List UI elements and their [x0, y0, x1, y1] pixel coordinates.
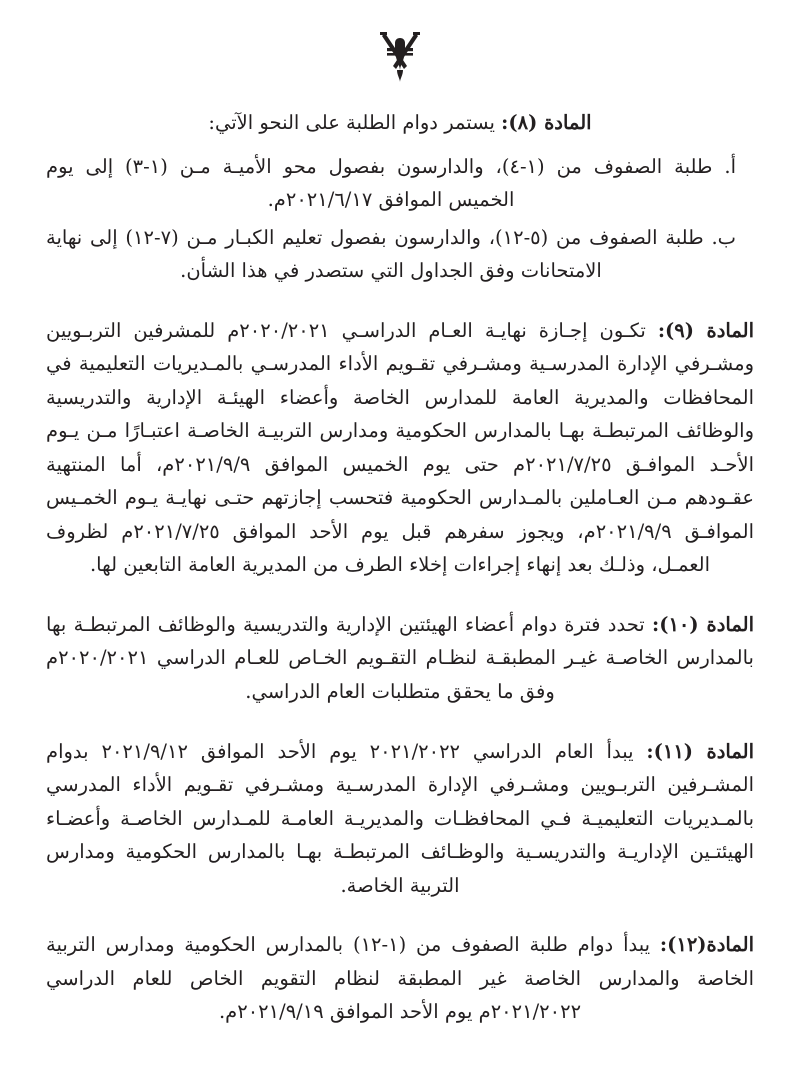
article-block-10: [46, 608, 754, 709]
article-8-sub-item-b: ب. طلبة الصفوف من (٥-١٢)، والدارسون بفصول تعليم الكبـار مـن (٧-١٢) إلى نهاية الامتحانات وفق الجداول التي ستصدر في هذا الشأن.: [46, 225, 736, 283]
article-10-paragraph: [46, 608, 754, 709]
article-10-label: المادة (١٠):: [652, 612, 754, 636]
article-block-9: [46, 314, 754, 582]
emblem-container: [46, 18, 754, 92]
article-9-text: تكـون إجـازة نهايـة العـام الدراسـي ٢٠٢٠/٢٠٢١م للمشرفين التربـويين ومشـرفي الإدارة المدرسـية ومشـرفي تقـويم الأداء المدرسـي بالمـديريات التعليمية في المحافظات والمديرية العامة للمدارس الخاصة وأعضاء الهيئـة الإدارية والتدريسية والوظائف المرتبطـة بهـا بالمدارس الحكومية ومدارس التربيـة الخاصـة اعتبـارًا مـن يـوم الأحـد الموافـق ٢٠٢١/٧/٢٥م حتى يوم الخميس الموافق ٢٠٢١/٩/٩م، أما المنتهية عقـودهم مـن العـاملين بالمـدارس الحكومية فتحسب إجازتهم حتـى نهايـة يـوم الخمـيس الموافـق ٢٠٢١/٩/٩م، ويجوز سفرهم قبل يوم الأحد الموافق ٢٠٢١/٧/٢٥م لظروف العمـل، وذلـك بعد إنهاء إجراءات إخلاء الطرف من المديرية العامة التابعين لها.: [46, 318, 755, 577]
article-9-paragraph: [46, 314, 754, 582]
article-10-text: تحدد فترة دوام أعضاء الهيئتين الإدارية والتدريسية والوظائف المرتبطـة بها بالمدارس الخاصـة غيـر المطبقـة لنظـام التقـويم الخـاص للعـام الدراسي ٢٠٢٠/٢٠٢١م وفق ما يحقق متطلبات العام الدراسي.: [46, 612, 754, 703]
article-12-label: المادة(١٢):: [659, 933, 754, 957]
article-block-11: [46, 735, 754, 903]
article-11-paragraph: [46, 735, 754, 903]
article-11-label: المادة (١١):: [646, 739, 754, 763]
oman-national-emblem-icon: [377, 26, 423, 84]
article-block-8: [46, 106, 754, 288]
article-8-paragraph: [46, 106, 754, 140]
article-8-sub-list: [46, 150, 754, 288]
article-11-text: يبدأ العام الدراسي ٢٠٢١/٢٠٢٢ يوم الأحد الموافق ٢٠٢١/٩/١٢ بدوام المشـرفين التربـويين ومشـرفي الإدارة المدرسـية ومشـرفي تقـويم الأداء المدرسي بالمـديريات التعليميـة فـي المحافظـات والمديريـة العامـة للمـدارس الخاصـة وأعضـاء الهيئتـين الإداريـة والتدريسـية والوظـائف المرتبطـة بهـا بالمدارس الحكومية ومدارس التربية الخاصة.: [46, 739, 754, 897]
article-9-label: المادة (٩):: [657, 318, 755, 342]
article-8-sub-item-a: أ. طلبة الصفوف من (١-٤)، والدارسون بفصول محو الأميـة مـن (١-٣) إلى يوم الخميس الموافق ٢٠٢١/٦/١٧م.: [46, 154, 736, 212]
article-block-12: [46, 928, 754, 1029]
article-8-text: يستمر دوام الطلبة على النحو الآتي:: [208, 111, 502, 134]
article-12-text: يبدأ دوام طلبة الصفوف من (١-١٢) بالمدارس الحكومية ومدارس التربية الخاصة والمدارس الخاصة غير المطبقة لنظام التقويم الخاص للعام الدراسي ٢٠٢١/٢٠٢٢م يوم الأحد الموافق ٢٠٢١/٩/١٩م.: [46, 933, 754, 1024]
article-8-label: المادة (٨):: [501, 111, 592, 134]
article-12-paragraph: [46, 928, 754, 1029]
